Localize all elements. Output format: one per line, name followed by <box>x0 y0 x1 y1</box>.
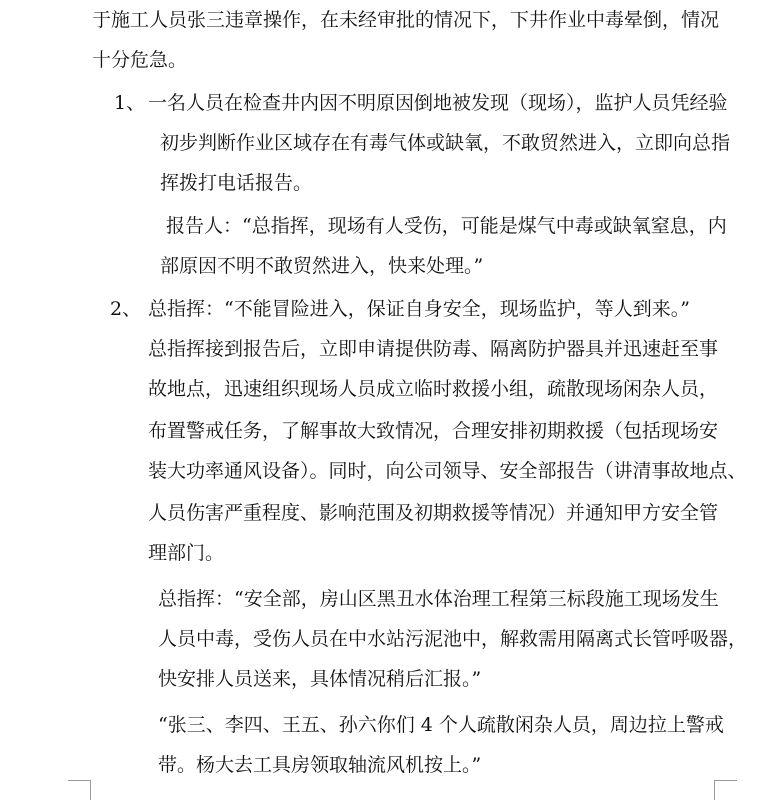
commander-quote-line-3: 快安排人员送来，具体情况稍后汇报。” <box>158 668 482 690</box>
item1-line-1: 一名人员在检查井内因不明原因倒地被发现（现场），监护人员凭经验 <box>148 92 728 114</box>
item2-line-3: 布置警戒任务，了解事故大致情况，合理安排初期救援（包括现场安 <box>148 420 719 442</box>
list-number-2: 2、 <box>110 298 142 320</box>
intro-line-2: 十分危急。 <box>92 49 188 71</box>
intro-line-1: 于施工人员张三违章操作，在未经审批的情况下，下井作业中毒晕倒，情况 <box>92 9 720 31</box>
list-number-1: 1、 <box>114 92 146 114</box>
item2-line-4: 装大功率通风设备）。同时，向公司领导、安全部报告（讲清事故地点、 <box>148 460 747 482</box>
item2-line-2: 故地点，迅速组织现场人员成立临时救援小组，疏散现场闲杂人员， <box>148 378 719 400</box>
report-line-2: 部原因不明不敢贸然进入，快来处理。” <box>160 255 484 277</box>
item1-line-2: 初步判断作业区域存在有毒气体或缺氧，不敢贸然进入，立即向总指 <box>160 132 731 154</box>
report-line-1: 报告人：“总指挥，现场有人受伤，可能是煤气中毒或缺氧窒息，内 <box>166 215 727 237</box>
page-corner-mark-right <box>714 780 737 800</box>
commander-quote-line-2: 人员中毒，受伤人员在中水站污泥池中，解救需用隔离式长管呼吸器， <box>158 628 748 650</box>
instruction-quote-line-2: 带。杨大去工具房领取轴流风机按上。” <box>158 754 482 776</box>
commander-quote-line-1: 总指挥：“安全部，房山区黑丑水体治理工程第三标段施工现场发生 <box>158 588 719 610</box>
item2-line-1: 总指挥接到报告后，立即申请提供防毒、隔离防护器具并迅速赶至事 <box>148 338 719 360</box>
item2-heading: 总指挥：“不能冒险进入，保证自身安全，现场监护，等人到来。” <box>148 298 690 320</box>
page-corner-mark-left <box>68 780 91 800</box>
instruction-quote-line-1: “张三、李四、王五、孙六你们 4 个人疏散闲杂人员，周边拉上警戒 <box>158 714 724 736</box>
item1-line-3: 挥拨打电话报告。 <box>160 172 313 194</box>
item2-line-5: 人员伤害严重程度、影响范围及初期救援等情况）并通知甲方安全管 <box>148 502 719 524</box>
item2-line-6: 理部门。 <box>148 542 225 564</box>
